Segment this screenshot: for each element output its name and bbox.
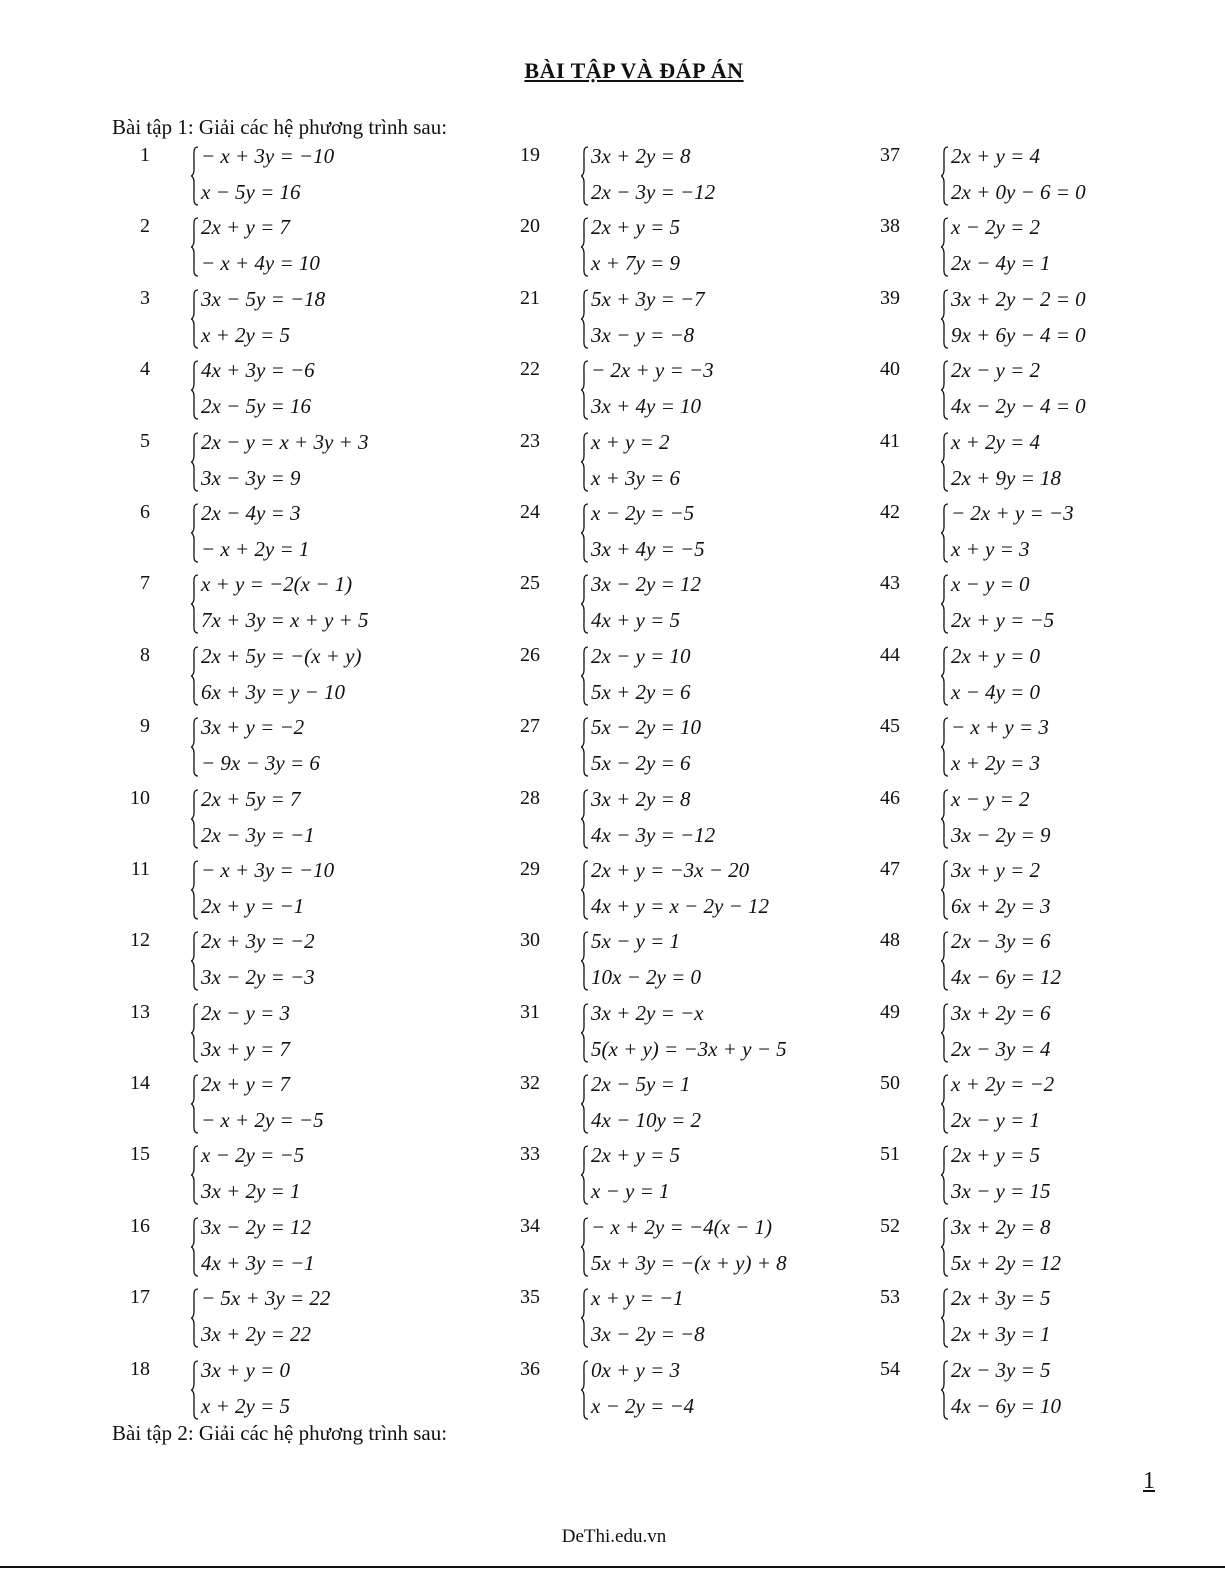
equation-line-1: 2x + 5y = 7 [201, 786, 301, 811]
equation-line-1: 3x + 2y = 8 [591, 786, 691, 811]
problem-number: 51 [880, 1143, 900, 1166]
equation-system [112, 997, 492, 1068]
problem-number: 28 [520, 786, 540, 809]
equation-system [112, 1354, 492, 1425]
system-brace-icon [190, 1003, 199, 1063]
equation-line-1: 2x − 4y = 3 [201, 500, 301, 525]
problem-number: 40 [880, 358, 900, 381]
problem-number: 34 [520, 1214, 540, 1237]
equation-line-1: x − 2y = 2 [951, 215, 1040, 240]
problem-number: 49 [880, 1000, 900, 1023]
equation-system [862, 640, 1225, 711]
system-brace-icon [940, 503, 949, 563]
equation-system [502, 854, 882, 925]
problem-number: 6 [140, 500, 150, 523]
problem-number: 36 [520, 1357, 540, 1380]
equation-line-1: 3x + y = 0 [201, 1357, 290, 1382]
equation-line-2: − 9x − 3y = 6 [201, 751, 320, 776]
equation-line-2: 3x + 2y = 1 [201, 1179, 301, 1204]
equation-line-1: 2x − 3y = 6 [951, 929, 1051, 954]
equation-system [112, 711, 492, 782]
equation-system [112, 1282, 492, 1353]
system-brace-icon [190, 717, 199, 777]
problem-number: 54 [880, 1357, 900, 1380]
problem-number: 3 [140, 286, 150, 309]
equation-line-1: 2x + y = −3x − 20 [591, 857, 750, 882]
problem-number: 16 [130, 1214, 150, 1237]
equation-line-2: 2x + 9y = 18 [951, 465, 1061, 490]
system-brace-icon [940, 146, 949, 206]
equation-line-2: − x + 4y = 10 [201, 251, 320, 276]
problem-number: 30 [520, 929, 540, 952]
system-brace-icon [190, 1145, 199, 1205]
problem-number: 10 [130, 786, 150, 809]
system-brace-icon [580, 217, 589, 277]
equation-system [112, 640, 492, 711]
system-brace-icon [940, 217, 949, 277]
equation-line-1: 2x − y = x + 3y + 3 [201, 429, 369, 454]
equation-line-1: 3x + y = −2 [201, 715, 305, 740]
equation-line-1: x + y = 2 [591, 429, 670, 454]
equation-line-2: 4x + y = x − 2y − 12 [591, 893, 769, 918]
equation-line-2: 4x + 3y = −1 [201, 1250, 315, 1275]
equation-line-2: x − 2y = −4 [591, 1393, 695, 1418]
equation-line-2: x + 2y = 3 [951, 751, 1040, 776]
equation-line-2: x + y = 3 [951, 536, 1030, 561]
problem-number: 35 [520, 1286, 540, 1309]
equation-line-1: − x + 3y = −10 [201, 144, 335, 168]
system-brace-icon [940, 717, 949, 777]
equation-system [502, 640, 882, 711]
equation-line-1: 2x + y = 5 [591, 1143, 680, 1168]
equation-system [502, 426, 882, 497]
problem-number: 12 [130, 929, 150, 952]
equation-line-1: 2x + 3y = 5 [951, 1286, 1051, 1311]
equation-line-1: − x + 3y = −10 [201, 857, 335, 882]
system-brace-icon [190, 432, 199, 492]
equation-system [112, 1139, 492, 1210]
equation-line-2: x + 3y = 6 [591, 465, 680, 490]
equation-system [862, 925, 1225, 996]
equation-line-1: 3x + 2y = −x [591, 1000, 704, 1025]
problem-number: 13 [130, 1000, 150, 1023]
equation-line-2: 3x + 4y = −5 [591, 536, 705, 561]
system-brace-icon [580, 789, 589, 849]
equation-line-1: 3x + y = 2 [951, 857, 1040, 882]
equation-system [862, 426, 1225, 497]
equation-system [862, 1068, 1225, 1139]
problem-number: 18 [130, 1357, 150, 1380]
equation-line-2: 10x − 2y = 0 [591, 965, 701, 990]
equation-line-1: − x + y = 3 [951, 715, 1049, 740]
equation-line-2: 9x + 6y − 4 = 0 [951, 322, 1086, 347]
equation-system [502, 1068, 882, 1139]
equation-system [862, 711, 1225, 782]
system-brace-icon [190, 146, 199, 206]
footer-site: DeThi.edu.vn [561, 1526, 667, 1547]
problem-number: 42 [880, 500, 900, 523]
system-brace-icon [580, 574, 589, 634]
problem-number: 25 [520, 572, 540, 595]
problem-number: 20 [520, 215, 540, 238]
problem-number: 44 [880, 643, 900, 666]
problem-number: 23 [520, 429, 540, 452]
problem-number: 52 [880, 1214, 900, 1237]
equation-system [502, 997, 882, 1068]
system-brace-icon [940, 1003, 949, 1063]
system-brace-icon [190, 503, 199, 563]
equation-line-2: 5x + 3y = −(x + y) + 8 [591, 1250, 787, 1275]
system-brace-icon [190, 360, 199, 420]
equation-line-1: 2x − 5y = 1 [591, 1072, 691, 1097]
equation-system [112, 854, 492, 925]
problem-number: 46 [880, 786, 900, 809]
equation-line-1: 2x − y = 3 [201, 1000, 290, 1025]
equation-system [502, 568, 882, 639]
equation-system [112, 1068, 492, 1139]
system-brace-icon [190, 1360, 199, 1420]
equation-system [502, 1282, 882, 1353]
equation-system [502, 354, 882, 425]
system-brace-icon [940, 1288, 949, 1348]
equation-line-2: 4x − 3y = −12 [591, 822, 716, 847]
page-title: BÀI TẬP VÀ ĐÁP ÁN [524, 58, 744, 83]
problem-number: 22 [520, 358, 540, 381]
equation-line-2: 3x − y = 15 [951, 1179, 1051, 1204]
problem-number: 14 [130, 1072, 150, 1095]
equation-line-1: 2x + y = 0 [951, 643, 1040, 668]
equation-line-2: 3x + y = 7 [201, 1036, 290, 1061]
problem-number: 48 [880, 929, 900, 952]
equation-system [112, 283, 492, 354]
equation-line-2: 2x − 3y = −1 [201, 822, 315, 847]
equation-line-2: − x + 2y = 1 [201, 536, 310, 561]
equation-line-1: − 2x + y = −3 [951, 500, 1074, 525]
equation-line-2: 2x − 3y = 4 [951, 1036, 1051, 1061]
system-brace-icon [580, 931, 589, 991]
equation-line-2: − x + 2y = −5 [201, 1108, 324, 1133]
equation-line-1: 2x + y = 4 [951, 144, 1040, 168]
equation-system [502, 211, 882, 282]
equation-line-1: 2x − y = 2 [951, 358, 1040, 383]
system-brace-icon [580, 360, 589, 420]
problem-number: 1 [140, 144, 150, 166]
system-brace-icon [580, 1360, 589, 1420]
system-brace-icon [580, 146, 589, 206]
equation-line-2: x − 4y = 0 [951, 679, 1040, 704]
equation-system [502, 497, 882, 568]
equation-line-1: 3x − 2y = 12 [201, 1214, 311, 1239]
equation-line-2: 2x − y = 1 [951, 1108, 1040, 1133]
equation-system [862, 997, 1225, 1068]
equation-system [862, 1211, 1225, 1282]
equation-line-1: − x + 2y = −4(x − 1) [591, 1214, 773, 1239]
problem-number: 4 [140, 358, 150, 381]
equation-system [862, 354, 1225, 425]
system-brace-icon [580, 503, 589, 563]
equation-line-2: 3x + 2y = 22 [201, 1322, 311, 1347]
system-brace-icon [580, 289, 589, 349]
equation-system [112, 426, 492, 497]
equation-line-2: 2x + 3y = 1 [951, 1322, 1051, 1347]
equation-line-2: 5x − 2y = 6 [591, 751, 691, 776]
problem-number: 17 [130, 1286, 150, 1309]
equation-line-2: 2x − 3y = −12 [591, 180, 716, 204]
equation-system [862, 568, 1225, 639]
equation-line-2: 5x + 2y = 12 [951, 1250, 1061, 1275]
equation-system [862, 854, 1225, 925]
problem-number: 29 [520, 857, 540, 880]
problem-number: 43 [880, 572, 900, 595]
system-brace-icon [190, 1074, 199, 1134]
system-brace-icon [580, 1217, 589, 1277]
equation-system [112, 354, 492, 425]
equation-system [502, 1139, 882, 1210]
equation-line-2: 7x + 3y = x + y + 5 [201, 608, 369, 633]
equation-system [862, 140, 1225, 211]
equation-system [862, 1139, 1225, 1210]
system-brace-icon [190, 860, 199, 920]
equation-line-1: x + 2y = −2 [951, 1072, 1055, 1097]
problem-number: 9 [140, 715, 150, 738]
problem-number: 45 [880, 715, 900, 738]
equation-line-1: 5x − y = 1 [591, 929, 680, 954]
equation-system [862, 1282, 1225, 1353]
equation-line-1: 3x + 2y = 6 [951, 1000, 1051, 1025]
equation-line-1: 2x + y = 5 [951, 1143, 1040, 1168]
equation-line-1: 3x + 2y − 2 = 0 [951, 286, 1086, 311]
equation-line-1: 4x + 3y = −6 [201, 358, 315, 383]
equation-line-1: − 2x + y = −3 [591, 358, 714, 383]
equation-line-1: 2x + y = 7 [201, 1072, 290, 1097]
page-number: 1 [1143, 1468, 1155, 1494]
problem-number: 8 [140, 643, 150, 666]
equation-line-1: 5x + 3y = −7 [591, 286, 705, 311]
system-brace-icon [940, 574, 949, 634]
system-brace-icon [940, 789, 949, 849]
equation-system [502, 783, 882, 854]
equation-line-2: 3x − 3y = 9 [201, 465, 301, 490]
system-brace-icon [940, 1074, 949, 1134]
equation-line-2: 4x − 10y = 2 [591, 1108, 701, 1133]
equation-line-2: 2x − 4y = 1 [951, 251, 1051, 276]
system-brace-icon [940, 432, 949, 492]
equation-system [502, 140, 882, 211]
problem-number: 50 [880, 1072, 900, 1095]
equation-line-1: x − 2y = −5 [201, 1143, 305, 1168]
system-brace-icon [940, 860, 949, 920]
equation-system [112, 783, 492, 854]
problem-number: 15 [130, 1143, 150, 1166]
problem-number: 32 [520, 1072, 540, 1095]
equation-line-1: 2x − y = 10 [591, 643, 691, 668]
equation-line-2: 6x + 2y = 3 [951, 893, 1051, 918]
equation-line-2: 6x + 3y = y − 10 [201, 679, 345, 704]
problem-column-3 [862, 140, 1225, 1425]
problem-number: 53 [880, 1286, 900, 1309]
system-brace-icon [580, 1074, 589, 1134]
system-brace-icon [940, 646, 949, 706]
equation-line-2: 5(x + y) = −3x + y − 5 [591, 1036, 787, 1061]
system-brace-icon [190, 789, 199, 849]
equation-line-1: x + y = −1 [591, 1286, 684, 1311]
equation-system [862, 283, 1225, 354]
problem-number: 7 [140, 572, 150, 595]
equation-line-1: 2x + y = 7 [201, 215, 290, 240]
problem-number: 26 [520, 643, 540, 666]
equation-system [862, 211, 1225, 282]
equation-line-2: 3x − y = −8 [591, 322, 695, 347]
equation-line-2: 2x − 5y = 16 [201, 394, 311, 419]
problem-number: 11 [130, 857, 150, 880]
bottom-divider [0, 1566, 1225, 1568]
system-brace-icon [190, 1217, 199, 1277]
problem-number: 31 [520, 1000, 540, 1023]
system-brace-icon [580, 1145, 589, 1205]
equation-system [502, 711, 882, 782]
system-brace-icon [190, 1288, 199, 1348]
system-brace-icon [580, 717, 589, 777]
equation-system [862, 1354, 1225, 1425]
problem-number: 47 [880, 857, 900, 880]
system-brace-icon [190, 289, 199, 349]
equation-line-2: x + 2y = 5 [201, 1393, 290, 1418]
equation-system [112, 211, 492, 282]
system-brace-icon [580, 646, 589, 706]
system-brace-icon [940, 360, 949, 420]
equation-line-2: 3x − 2y = 9 [951, 822, 1051, 847]
equation-system [112, 497, 492, 568]
system-brace-icon [190, 217, 199, 277]
problem-number: 37 [880, 144, 900, 166]
equation-line-1: 3x + 2y = 8 [951, 1214, 1051, 1239]
equation-line-2: 3x − 2y = −8 [591, 1322, 705, 1347]
equation-line-1: 3x + 2y = 8 [591, 144, 691, 168]
equation-line-1: 5x − 2y = 10 [591, 715, 701, 740]
equation-line-1: 3x − 5y = −18 [201, 286, 326, 311]
equation-line-2: x − y = 1 [591, 1179, 670, 1204]
problem-number: 5 [140, 429, 150, 452]
system-brace-icon [190, 574, 199, 634]
equation-line-1: 3x − 2y = 12 [591, 572, 701, 597]
equation-line-1: x − y = 2 [951, 786, 1030, 811]
problem-number: 19 [520, 144, 540, 166]
equation-system [502, 1354, 882, 1425]
exercise-1-heading: Bài tập 1: Giải các hệ phương trình sau: [112, 115, 448, 139]
equation-line-1: x − y = 0 [951, 572, 1030, 597]
equation-line-2: 2x + y = −5 [951, 608, 1055, 633]
equation-system [502, 925, 882, 996]
equation-line-2: 2x + 0y − 6 = 0 [951, 180, 1086, 204]
equation-line-2: 4x + y = 5 [591, 608, 680, 633]
system-brace-icon [580, 1003, 589, 1063]
equation-system [112, 1211, 492, 1282]
problem-number: 33 [520, 1143, 540, 1166]
system-brace-icon [940, 931, 949, 991]
equation-system [862, 497, 1225, 568]
equation-line-1: 2x − 3y = 5 [951, 1357, 1051, 1382]
equation-line-2: 4x − 6y = 12 [951, 965, 1061, 990]
problem-number: 2 [140, 215, 150, 238]
system-brace-icon [940, 1145, 949, 1205]
equation-line-1: 2x + 3y = −2 [201, 929, 315, 954]
equation-system [862, 783, 1225, 854]
equation-line-2: 3x + 4y = 10 [591, 394, 701, 419]
system-brace-icon [940, 1360, 949, 1420]
equation-line-2: x + 2y = 5 [201, 322, 290, 347]
equation-line-1: x + y = −2(x − 1) [201, 572, 353, 597]
equation-line-1: 2x + y = 5 [591, 215, 680, 240]
equation-line-2: 3x − 2y = −3 [201, 965, 315, 990]
problem-column-1 [112, 140, 492, 1425]
equation-system [502, 1211, 882, 1282]
system-brace-icon [940, 289, 949, 349]
equation-line-2: 2x + y = −1 [201, 893, 305, 918]
system-brace-icon [580, 1288, 589, 1348]
system-brace-icon [190, 931, 199, 991]
system-brace-icon [580, 432, 589, 492]
equation-line-2: x − 5y = 16 [201, 180, 301, 204]
system-brace-icon [580, 860, 589, 920]
equation-line-2: 4x − 2y − 4 = 0 [951, 394, 1086, 419]
system-brace-icon [940, 1217, 949, 1277]
equation-line-1: x + 2y = 4 [951, 429, 1040, 454]
equation-line-1: − 5x + 3y = 22 [201, 1286, 331, 1311]
exercise-2-heading: Bài tập 2: Giải các hệ phương trình sau: [112, 1421, 448, 1445]
problem-number: 24 [520, 500, 540, 523]
equation-line-1: x − 2y = −5 [591, 500, 695, 525]
equation-system [502, 283, 882, 354]
problem-number: 27 [520, 715, 540, 738]
problem-number: 41 [880, 429, 900, 452]
equation-line-2: 5x + 2y = 6 [591, 679, 691, 704]
equation-line-2: 4x − 6y = 10 [951, 1393, 1061, 1418]
problem-number: 21 [520, 286, 540, 309]
equation-system [112, 140, 492, 211]
equation-system [112, 925, 492, 996]
system-brace-icon [190, 646, 199, 706]
problem-column-2 [502, 140, 882, 1425]
problem-number: 39 [880, 286, 900, 309]
equation-line-1: 0x + y = 3 [591, 1357, 680, 1382]
equation-line-2: x + 7y = 9 [591, 251, 680, 276]
equation-system [112, 568, 492, 639]
problem-number: 38 [880, 215, 900, 238]
equation-line-1: 2x + 5y = −(x + y) [201, 643, 362, 668]
